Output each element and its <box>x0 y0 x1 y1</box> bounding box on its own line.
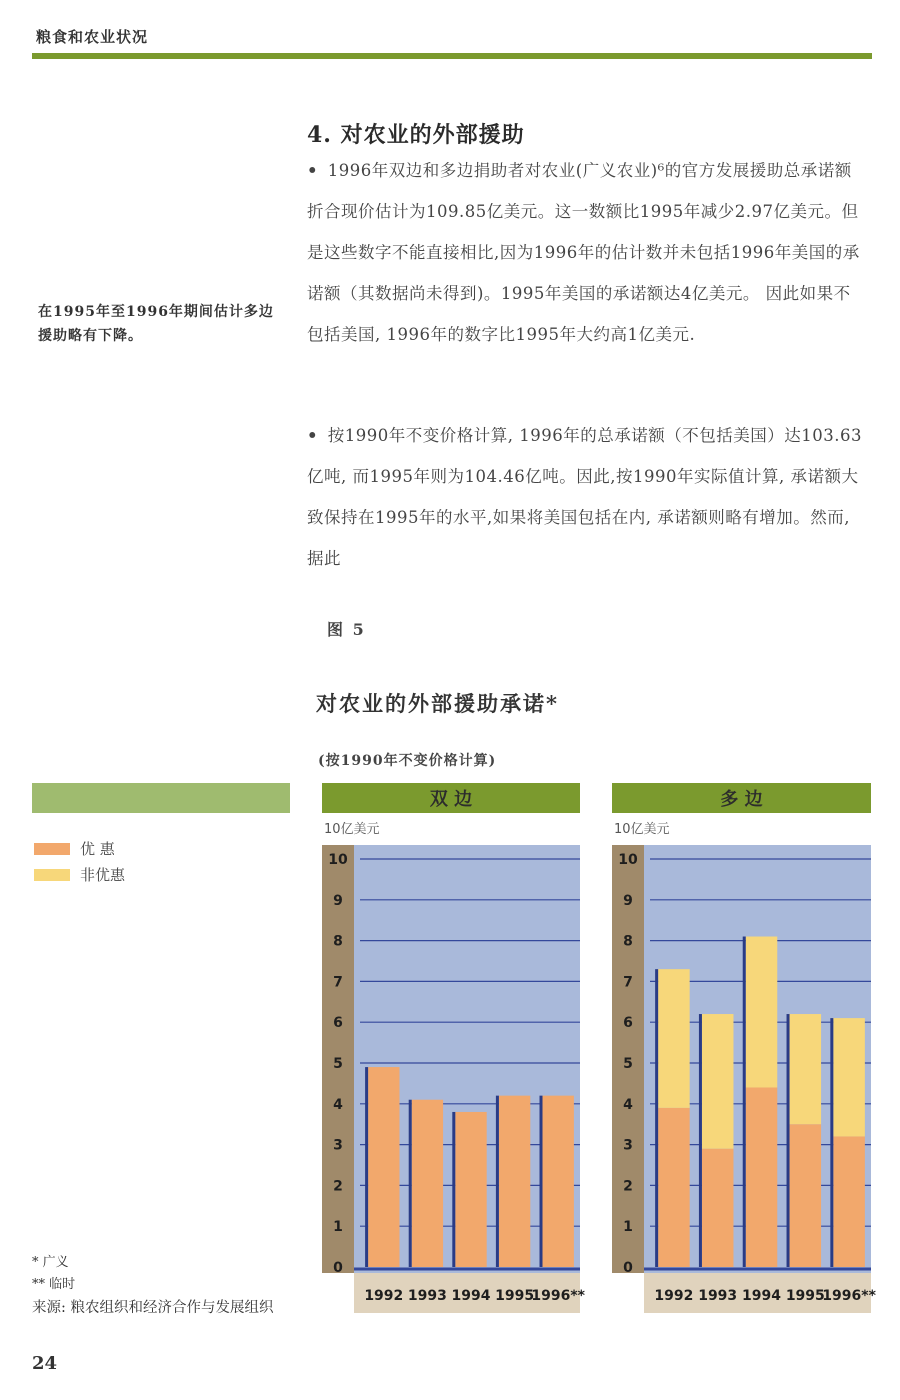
bar-edge-bilateral-1996 <box>540 1096 543 1267</box>
margin-note: 在1995年至1996年期间估计多边援助略有下降。 <box>38 304 274 344</box>
section-title: 4. 对农业的外部援助 <box>307 122 525 148</box>
y-tick-label-bilateral-0: 0 <box>333 1260 343 1276</box>
y-tick-label-multilateral-6: 6 <box>623 1015 633 1032</box>
y-tick-label-multilateral-8: 8 <box>623 933 633 950</box>
x-tick-label-bilateral-1996: 1996** <box>531 1288 586 1304</box>
x-tick-label-multilateral-1995: 1995 <box>785 1288 825 1304</box>
x-tick-label-bilateral-1995: 1995 <box>495 1288 535 1304</box>
bar-multilateral-nonconcessional-1992 <box>658 969 690 1108</box>
y-tick-label-bilateral-8: 8 <box>333 933 343 950</box>
bar-multilateral-concessional-1993 <box>702 1149 734 1267</box>
y-tick-label-multilateral-10: 10 <box>618 852 638 868</box>
y-tick-label-bilateral-3: 3 <box>333 1137 343 1154</box>
footnote-source: 来源: 粮农组织和经济合作与发展组织 <box>32 1300 274 1316</box>
bar-bilateral-concessional-1996 <box>543 1096 574 1267</box>
panel-title-multilateral: 多 边 <box>720 789 763 810</box>
bar-multilateral-nonconcessional-1993 <box>702 1014 734 1149</box>
footnote-double-star: ** 临时 <box>32 1277 76 1292</box>
bar-edge-multilateral-1995 <box>787 1014 790 1267</box>
x-tick-label-bilateral-1993: 1993 <box>407 1288 447 1304</box>
x-tick-label-multilateral-1993: 1993 <box>698 1288 738 1304</box>
panel-title-bilateral: 双 边 <box>429 789 473 810</box>
bar-edge-bilateral-1995 <box>496 1096 499 1267</box>
y-tick-label-multilateral-5: 5 <box>623 1056 633 1072</box>
y-tick-label-bilateral-1: 1 <box>333 1219 343 1236</box>
y-unit-label-multilateral: 10亿美元 <box>614 822 670 837</box>
x-tick-label-multilateral-1994: 1994 <box>742 1288 781 1304</box>
bar-edge-bilateral-1993 <box>409 1100 412 1267</box>
y-tick-label-bilateral-7: 7 <box>333 974 343 991</box>
bar-edge-multilateral-1992 <box>655 969 658 1267</box>
y-tick-label-multilateral-4: 4 <box>623 1096 633 1113</box>
legend-label-concessional: 优 惠 <box>80 840 115 858</box>
page-number: 24 <box>32 1353 58 1374</box>
y-tick-label-bilateral-6: 6 <box>333 1015 343 1032</box>
bar-multilateral-concessional-1992 <box>658 1108 690 1267</box>
x-tick-label-bilateral-1992: 1992 <box>364 1288 404 1304</box>
bar-bilateral-concessional-1993 <box>412 1100 443 1267</box>
bar-bilateral-concessional-1992 <box>368 1067 399 1267</box>
y-tick-label-bilateral-2: 2 <box>333 1178 343 1195</box>
bar-multilateral-concessional-1995 <box>790 1124 822 1267</box>
x-tick-label-multilateral-1996: 1996** <box>822 1288 876 1304</box>
y-tick-label-multilateral-9: 9 <box>623 892 633 909</box>
bullet-1: • <box>307 161 319 180</box>
footnote-star: * 广义 <box>32 1255 69 1270</box>
bar-multilateral-concessional-1994 <box>746 1087 778 1267</box>
bar-edge-multilateral-1996 <box>830 1018 833 1267</box>
paragraph-2-text: 按1990年不变价格计算, 1996年的总承诺额（不包括美国）达103.63亿吨, 而1995年则为104.46亿吨。因此,按1990年实际值计算, 承诺额大致保持在1995年的水平,如果将美国包括在内, 承诺额则略有增加。然而, 据此 <box>307 426 863 568</box>
y-tick-label-multilateral-1: 1 <box>623 1219 633 1236</box>
x-tick-label-multilateral-1992: 1992 <box>654 1288 694 1304</box>
chart-subtitle: (按1990年不变价格计算) <box>318 753 497 769</box>
y-tick-label-multilateral-3: 3 <box>623 1137 633 1154</box>
y-tick-label-bilateral-10: 10 <box>328 852 348 868</box>
bar-multilateral-concessional-1996 <box>833 1136 865 1267</box>
bar-bilateral-concessional-1995 <box>499 1096 530 1267</box>
bar-multilateral-nonconcessional-1994 <box>746 937 778 1088</box>
paragraph-1-text: 1996年双边和多边捐助者对农业(广义农业)⁶的官方发展援助总承诺额折合现价估计为109.85亿美元。这一数额比1995年减少2.97亿美元。但是这些数字不能直接相比,因为1996年的估计数并未包括1996年美国的承诺额（其数据尚未得到)。1995年美国的承诺额达4亿美元。 因此如果不包括美国, 1996年的数字比1995年大约高1亿美元. <box>307 161 860 344</box>
y-tick-label-bilateral-4: 4 <box>333 1096 343 1113</box>
y-tick-label-bilateral-5: 5 <box>333 1056 343 1072</box>
y-tick-label-multilateral-0: 0 <box>623 1260 633 1276</box>
y-tick-label-multilateral-7: 7 <box>623 974 633 991</box>
y-tick-label-bilateral-9: 9 <box>333 892 343 909</box>
bar-edge-bilateral-1992 <box>365 1067 368 1267</box>
bar-multilateral-nonconcessional-1996 <box>833 1018 865 1136</box>
bar-bilateral-concessional-1994 <box>455 1112 486 1267</box>
figure-label: 图 5 <box>327 620 366 639</box>
bar-multilateral-nonconcessional-1995 <box>790 1014 822 1124</box>
bar-edge-multilateral-1993 <box>699 1014 702 1267</box>
chart-title: 对农业的外部援助承诺* <box>316 691 559 716</box>
x-tick-label-bilateral-1994: 1994 <box>451 1288 491 1304</box>
bar-edge-bilateral-1994 <box>452 1112 455 1267</box>
bullet-2: • <box>307 426 319 445</box>
running-head: 粮食和农业状况 <box>36 28 149 46</box>
y-tick-label-multilateral-2: 2 <box>623 1178 633 1195</box>
bar-edge-multilateral-1994 <box>743 937 746 1267</box>
legend-label-nonconcessional: 非优惠 <box>80 866 126 884</box>
y-unit-label-bilateral: 10亿美元 <box>324 822 380 837</box>
